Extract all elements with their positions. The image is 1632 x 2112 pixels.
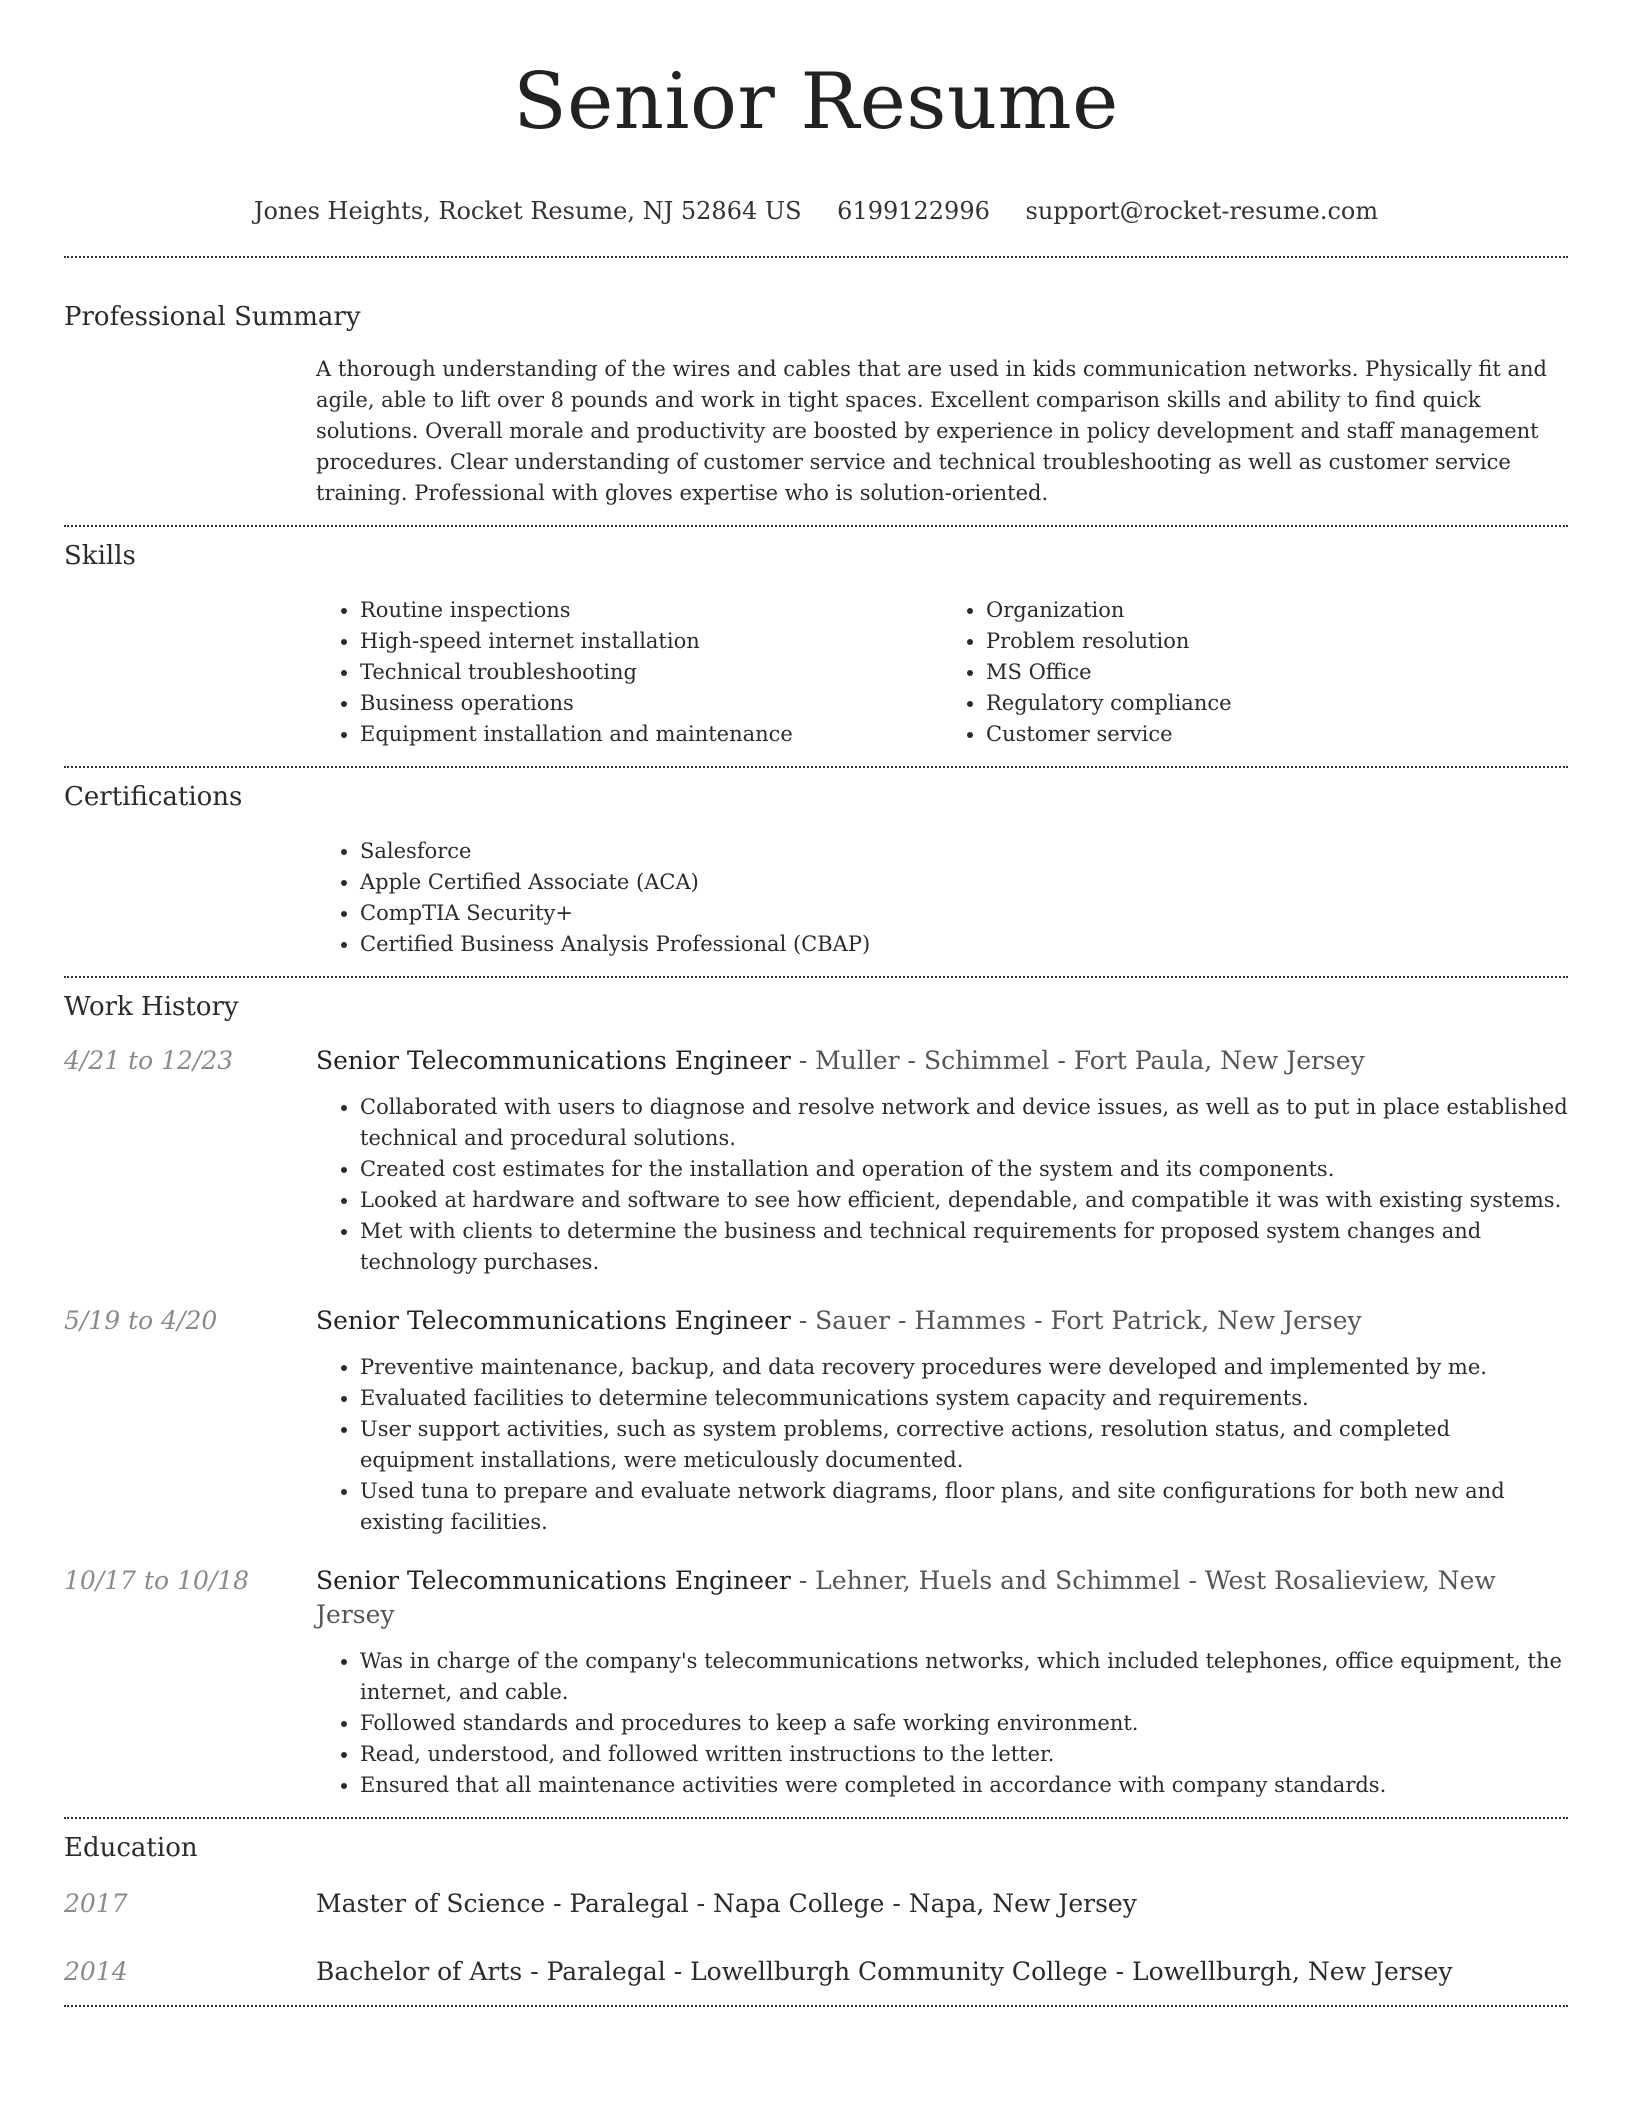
job-bullet: • Was in charge of the company's telecommunications networks, which included telephones, office equipment, the internet, and cable. [360, 1646, 1568, 1708]
certification-item: • CompTIA Security+ [360, 898, 1568, 929]
education-year: 2014 [64, 1957, 128, 1986]
divider [64, 525, 1568, 527]
education-section [64, 1831, 1568, 1989]
divider [64, 2005, 1568, 2007]
job-entry [64, 1044, 1568, 1278]
job-bullet: • Used tuna to prepare and evaluate network diagrams, floor plans, and site configurations for both new and existing facilities. [360, 1476, 1568, 1538]
divider [64, 976, 1568, 978]
certification-item: • Salesforce [360, 836, 1568, 867]
job-bullets [316, 1646, 1568, 1801]
job-employer-location: - Sauer - Hammes - Fort Patrick, New Jersey [790, 1306, 1362, 1335]
work-history-heading: Work History [64, 992, 239, 1022]
skill-item: • MS Office [986, 657, 1568, 688]
skill-item: • Regulatory compliance [986, 688, 1568, 719]
job-dates: 5/19 to 4/20 [64, 1306, 218, 1335]
job-employer-location: - Lehner, Huels and Schimmel - West Rosalieview, New Jersey [316, 1566, 1496, 1629]
job-title [316, 1304, 1362, 1338]
job-bullets [316, 1092, 1568, 1278]
summary-section [64, 300, 1568, 509]
job-entry [64, 1304, 1568, 1538]
skills-heading: Skills [64, 541, 136, 571]
skill-item: • Business operations [360, 688, 942, 719]
divider [64, 1817, 1568, 1819]
contact-phone: 6199122996 [837, 197, 990, 225]
job-bullet: • Followed standards and procedures to keep a safe working environment. [360, 1708, 1568, 1739]
contact-line [64, 196, 1568, 226]
skill-item: • Equipment installation and maintenance [360, 719, 942, 750]
job-bullet: • Ensured that all maintenance activities were completed in accordance with company standards. [360, 1770, 1568, 1801]
skills-list-right [942, 595, 1568, 750]
divider [64, 766, 1568, 768]
job-entry [64, 1564, 1568, 1801]
certifications-heading: Certifications [64, 782, 243, 812]
skill-item: • High-speed internet installation [360, 626, 942, 657]
education-entry [64, 1955, 1568, 1989]
skill-item: • Organization [986, 595, 1568, 626]
resume-title: Senior Resume [513, 57, 1119, 147]
job-bullet: • Evaluated facilities to determine telecommunications system capacity and requirements. [360, 1383, 1568, 1414]
skills-lists [316, 595, 1568, 750]
job-title [316, 1044, 1365, 1078]
job-dates: 4/21 to 12/23 [64, 1046, 234, 1075]
job-employer-location: - Muller - Schimmel - Fort Paula, New Jersey [790, 1046, 1365, 1075]
divider [64, 256, 1568, 258]
summary-text: A thorough understanding of the wires and cables that are used in kids communication networks. Physically fit and agile, able to lift over 8 pounds and work in tight spaces. Excellent comparison skills and ability to find quick solutions. Overall morale and productivity are boosted by experience in policy development and staff management procedures. Clear understanding of customer service and technical troubleshooting as well as customer service training. Professional with gloves expertise who is solution-oriented. [316, 357, 1547, 505]
job-bullet: • Preventive maintenance, backup, and data recovery procedures were developed and implemented by me. [360, 1352, 1568, 1383]
skills-list-left [316, 595, 942, 750]
skill-item: • Routine inspections [360, 595, 942, 626]
skill-item: • Customer service [986, 719, 1568, 750]
contact-email: support@rocket-resume.com [1025, 197, 1379, 225]
skill-item: • Problem resolution [986, 626, 1568, 657]
contact-address: Jones Heights, Rocket Resume, NJ 52864 US [253, 197, 802, 225]
job-title [316, 1564, 1568, 1632]
education-heading: Education [64, 1833, 198, 1863]
education-degree: Master of Science - Paralegal - Napa College - Napa, New Jersey [316, 1889, 1137, 1918]
certification-item: • Apple Certified Associate (ACA) [360, 867, 1568, 898]
job-role: Senior Telecommunications Engineer [316, 1046, 791, 1075]
job-dates: 10/17 to 10/18 [64, 1566, 250, 1595]
job-bullet: • Read, understood, and followed written instructions to the letter. [360, 1739, 1568, 1770]
job-bullets [316, 1352, 1568, 1538]
skill-item: • Technical troubleshooting [360, 657, 942, 688]
certifications-section [64, 780, 1568, 960]
certification-item: • Certified Business Analysis Professional (CBAP) [360, 929, 1568, 960]
education-year: 2017 [64, 1889, 128, 1918]
job-bullet: • Met with clients to determine the business and technical requirements for proposed system changes and technology purchases. [360, 1216, 1568, 1278]
education-degree: Bachelor of Arts - Paralegal - Lowellburgh Community College - Lowellburgh, New Jersey [316, 1957, 1453, 1986]
job-role: Senior Telecommunications Engineer [316, 1306, 791, 1335]
education-entry [64, 1887, 1568, 1921]
work-history-section [64, 990, 1568, 1801]
job-bullet: • Created cost estimates for the installation and operation of the system and its components. [360, 1154, 1568, 1185]
certifications-list [316, 836, 1568, 960]
job-bullet: • Collaborated with users to diagnose and resolve network and device issues, as well as to put in place established technical and procedural solutions. [360, 1092, 1568, 1154]
job-bullet: • User support activities, such as system problems, corrective actions, resolution status, and completed equipment installations, were meticulously documented. [360, 1414, 1568, 1476]
summary-heading: Professional Summary [64, 302, 361, 332]
job-role: Senior Telecommunications Engineer [316, 1566, 791, 1595]
skills-section [64, 539, 1568, 750]
job-bullet: • Looked at hardware and software to see how efficient, dependable, and compatible it was with existing systems. [360, 1185, 1568, 1216]
